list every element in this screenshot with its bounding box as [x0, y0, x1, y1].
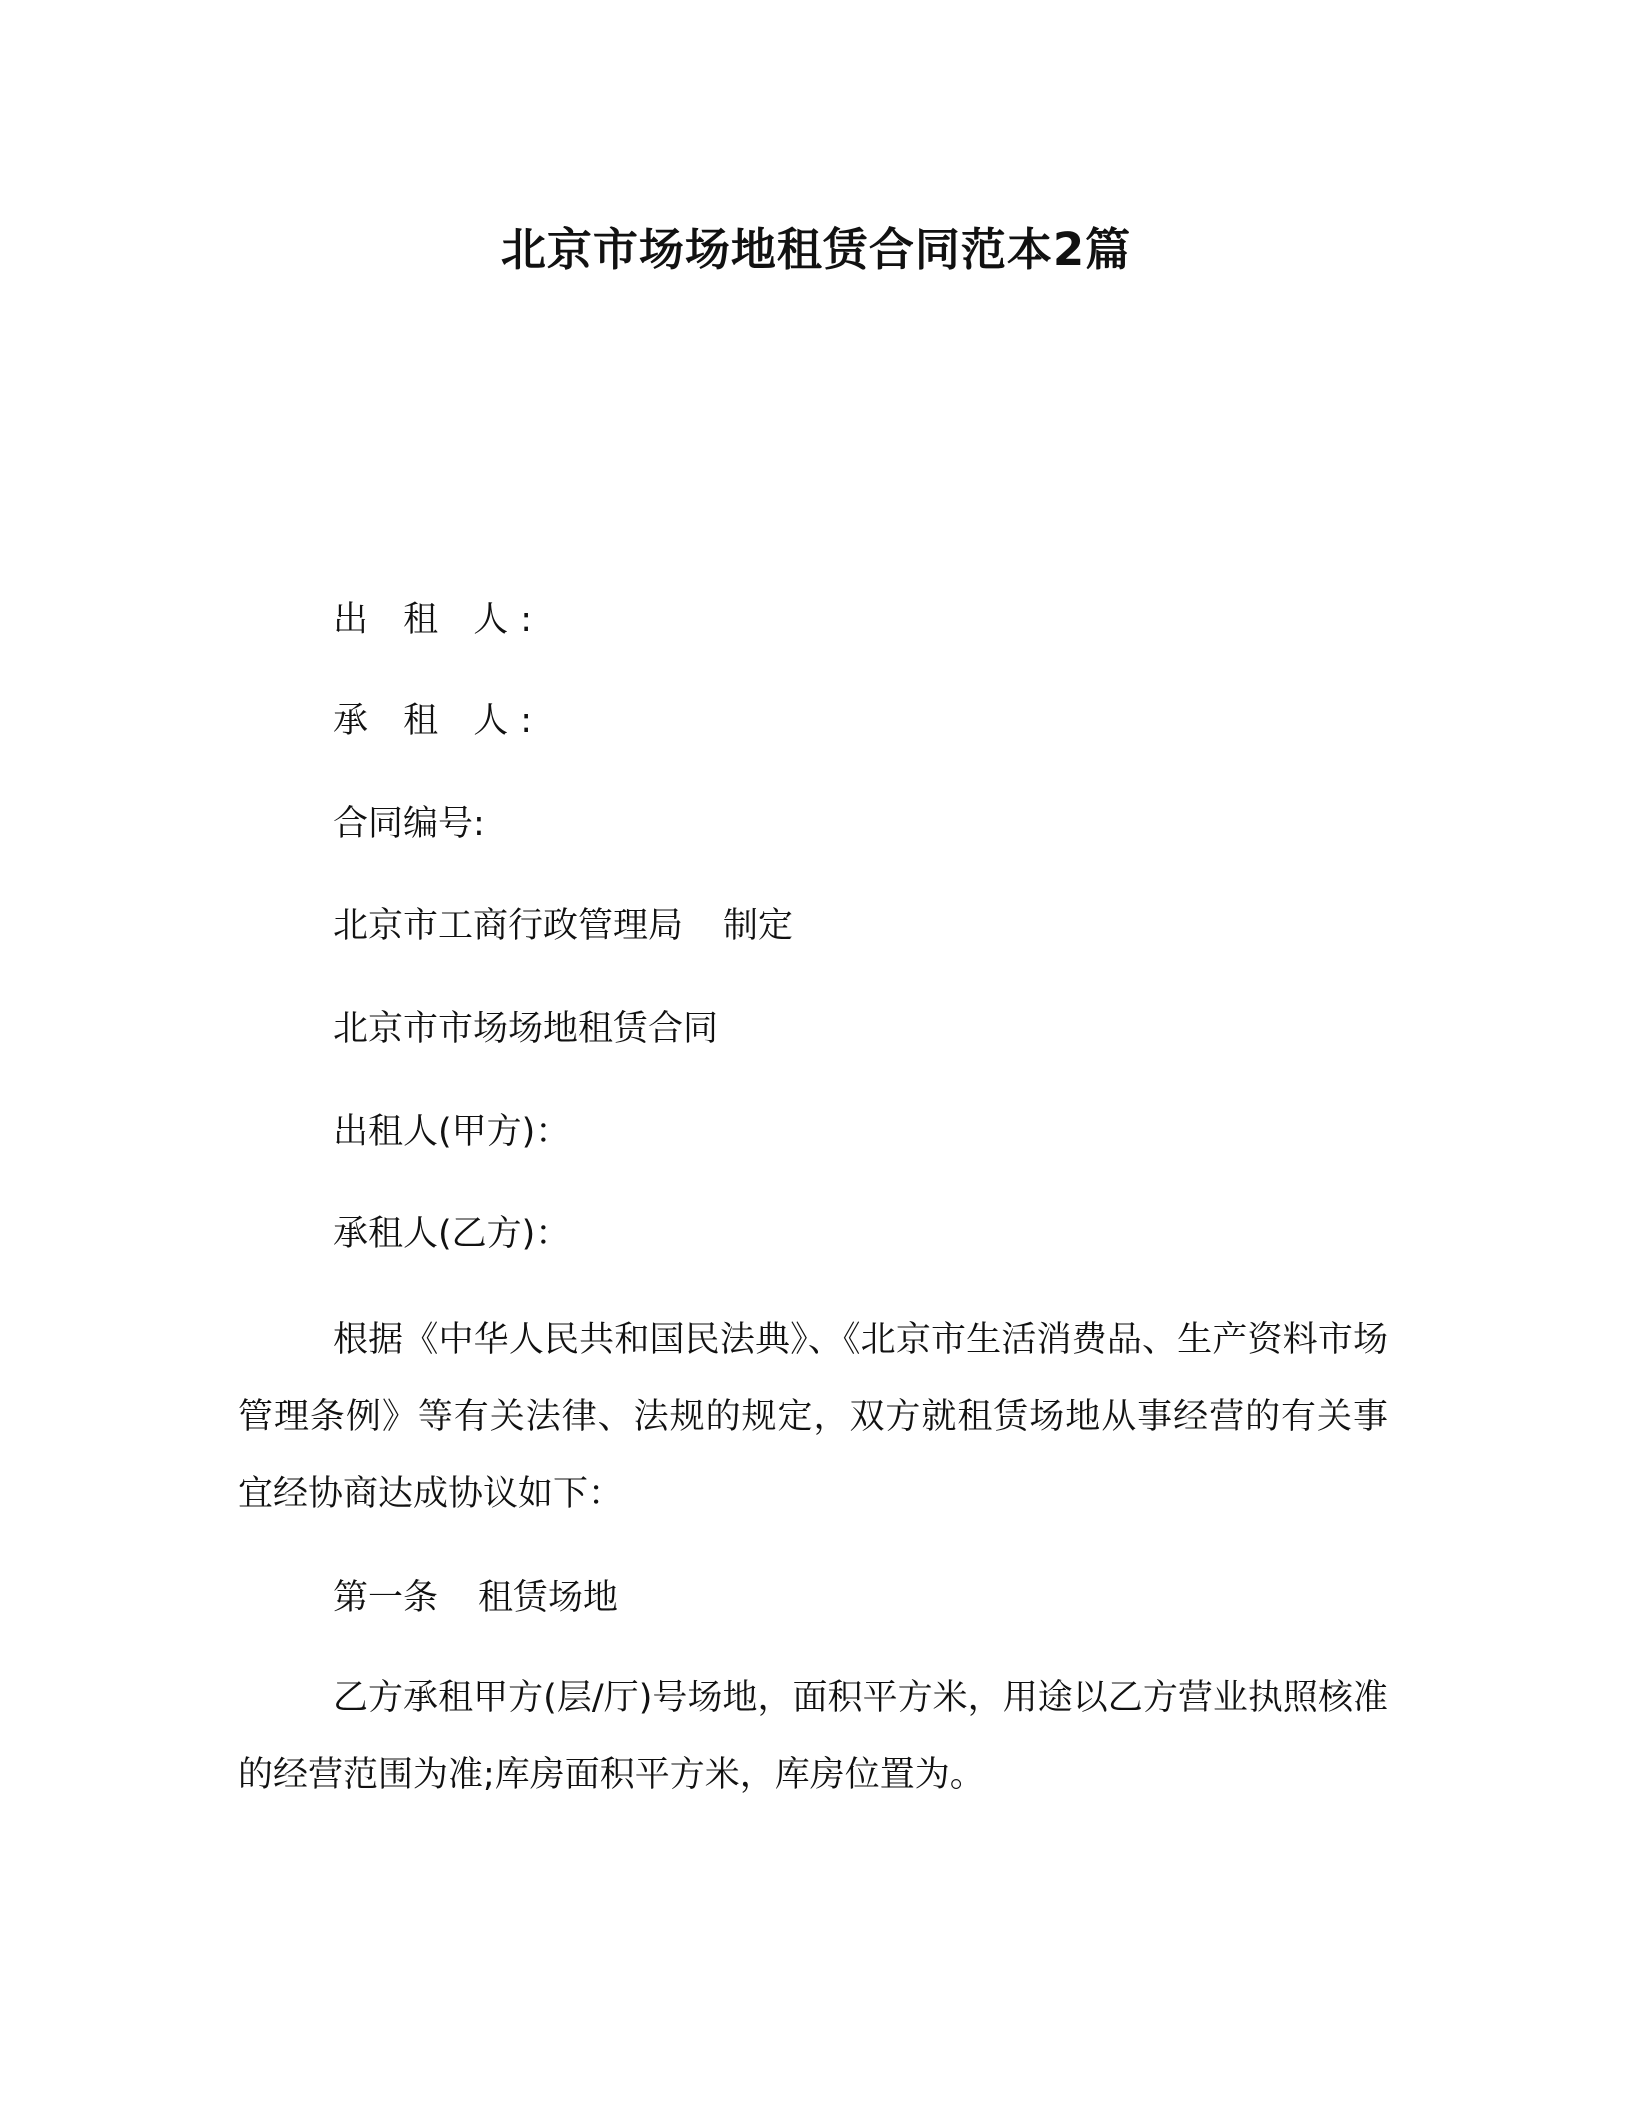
document-title: 北京市场场地租赁合同范本2篇 [500, 223, 1132, 276]
party-a-label: 出租人(甲方)： [333, 1112, 571, 1152]
article-1-title: 租赁场地 [478, 1578, 619, 1618]
article-1-heading [333, 1574, 618, 1622]
lessor-label-text: 出 租 人: [333, 600, 545, 640]
lessee-label-text: 承 租 人: [333, 701, 545, 741]
article-1-number: 第一条 [333, 1578, 439, 1618]
party-b-label: 承租人(乙方)： [333, 1214, 571, 1254]
article-1-body: 乙方承租甲方(层/厅)号场地，面积平方米，用途以乙方营业执照核准的经营范围为准;库房面积平方米，库房位置为。 [238, 1678, 1388, 1795]
preamble-paragraph: 根据《中华人民共和国民法典》、《北京市生活消费品、生产资料市场管理条例》等有关法律、法规的规定，双方就租赁场地从事经营的有关事宜经协商达成协议如下： [238, 1320, 1388, 1514]
lessor-label [333, 596, 544, 644]
issuer-line [333, 902, 793, 950]
contract-number-label: 合同编号: [333, 804, 485, 844]
lessee-label [333, 697, 544, 745]
issuer-name: 北京市工商行政管理局 [333, 906, 684, 946]
issuer-suffix: 制定 [723, 906, 794, 946]
contract-name: 北京市市场场地租赁合同 [333, 1009, 719, 1049]
